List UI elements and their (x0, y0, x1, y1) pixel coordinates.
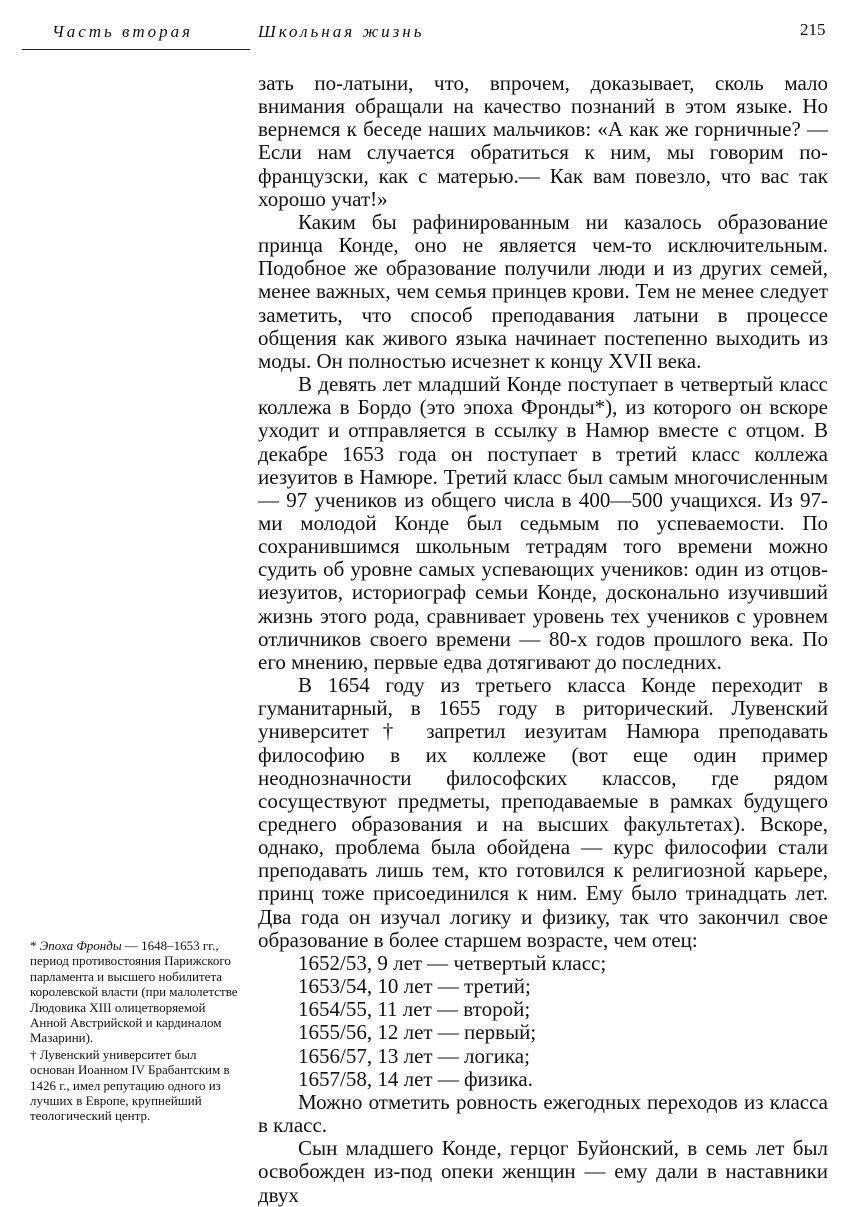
footnote-mark: † (30, 1046, 37, 1062)
list-item: 1653/54, 10 лет — третий; (298, 974, 531, 999)
list-item: 1654/55, 11 лет — второй; (298, 997, 531, 1022)
footnote-fronde (30, 938, 242, 1046)
school-years-list (258, 952, 828, 1091)
footnote-text: — 1648–1653 гг., период противостояния Парижского парламента и высшего нобилитета королевской власти (при малолетстве Людовика XIII олицетворяемой Анной Австрийской и кардиналом Мазарини). (30, 938, 238, 1046)
header-part: Часть вторая (52, 22, 194, 41)
paragraph-3: В девять лет младший Конде поступает в четвертый класс коллежа в Бордо (это эпоха Фронды*), из которого он вскоре уходит и отправляется в ссылку в Намюр вместе с отцом. В декабре 1653 года он поступает в третий класс коллежа иезуитов в Намюре. Третий класс был самым многочисленным — 97 учеников из общего числа в 400—500 учащихся. Из 97-ми молодой Конде был седьмым по успеваемости. По сохранившимся школьным тетрадям того времени можно судить об уровне самых успевающих учеников: один из отцов-иезуитов, историограф семьи Конде, досконально изучивший жизнь этого рода, сравнивает уровень тех учеников с уровнем отличников своего времени — 80-х годов прошлого века. По его мнению, первые едва дотягивают до последних. (258, 372, 828, 674)
footnote-text: Лувенский университет был основан Иоанном IV Брабантским в 1426 г., имел репутацию одного из лучших в Европе, крупнейший теологический центр. (30, 1046, 230, 1124)
footnote-mark: * (30, 938, 37, 953)
list-item: 1655/56, 12 лет — первый; (298, 1020, 537, 1045)
running-header (0, 0, 854, 56)
header-chapter-title: Школьная жизнь (258, 22, 425, 41)
paragraph-last: Сын младшего Конде, герцог Буйонский, в семь лет был освобожден из-под опеки женщин — ему дали в наставники двух (258, 1136, 828, 1207)
list-item: 1656/57, 13 лет — логика; (298, 1043, 530, 1068)
list-item: 1652/53, 9 лет — четвертый класс; (298, 950, 607, 975)
page-number: 215 (800, 20, 826, 39)
header-rule (22, 49, 250, 50)
paragraph-4: В 1654 году из третьего класса Конде переходит в гуманитарный, в 1655 году в риторический. Лувенский университет† запретил иезуитам Намюра преподавать философию в их коллеже (вот еще один пример неоднозначности философских классов, где рядом сосуществуют предметы, преподаваемые в рамках будущего среднего образования и на высших факультетах). Вскоре, однако, проблема была обойдена — курс философии стали преподавать лишь тем, кто готовился к религиозной карьере, принц тоже присоединился к ним. Ему было тринадцать лет. Два года он изучал логику и физику, так что закончил свое образование в более старшем возрасте, чем отец: (258, 673, 828, 952)
list-item: 1657/58, 14 лет — физика. (298, 1066, 533, 1091)
paragraph-2: Каким бы рафинированным ни казалось образование принца Конде, оно не является чем-то исключительным. Подобное же образование получили люди и из других семей, менее важных, чем семья принцев крови. Тем не менее следует заметить, что способ преподавания латыни в процессе общения как живого языка начинает постепенно выходить из моды. Он полностью исчезнет к концу XVII века. (258, 209, 828, 373)
main-text (258, 72, 828, 1207)
paragraph-after-list: Можно отметить ровность ежегодных переходов из класса в класс. (258, 1089, 828, 1138)
footnote-term: Эпоха Фронды (39, 938, 122, 953)
margin-footnotes (30, 938, 242, 1124)
paragraph-1: зать по-латыни, что, впрочем, доказывает, сколь мало внимания обращали на качество познаний в этом языке. Но вернемся к беседе наших мальчиков: «А как же горничные? — Если нам случается обратиться к ним, мы говорим по-французски, как с матерью.— Как вам повезло, что вас так хорошо учат!» (258, 71, 828, 211)
footnote-louvain (30, 1047, 242, 1124)
